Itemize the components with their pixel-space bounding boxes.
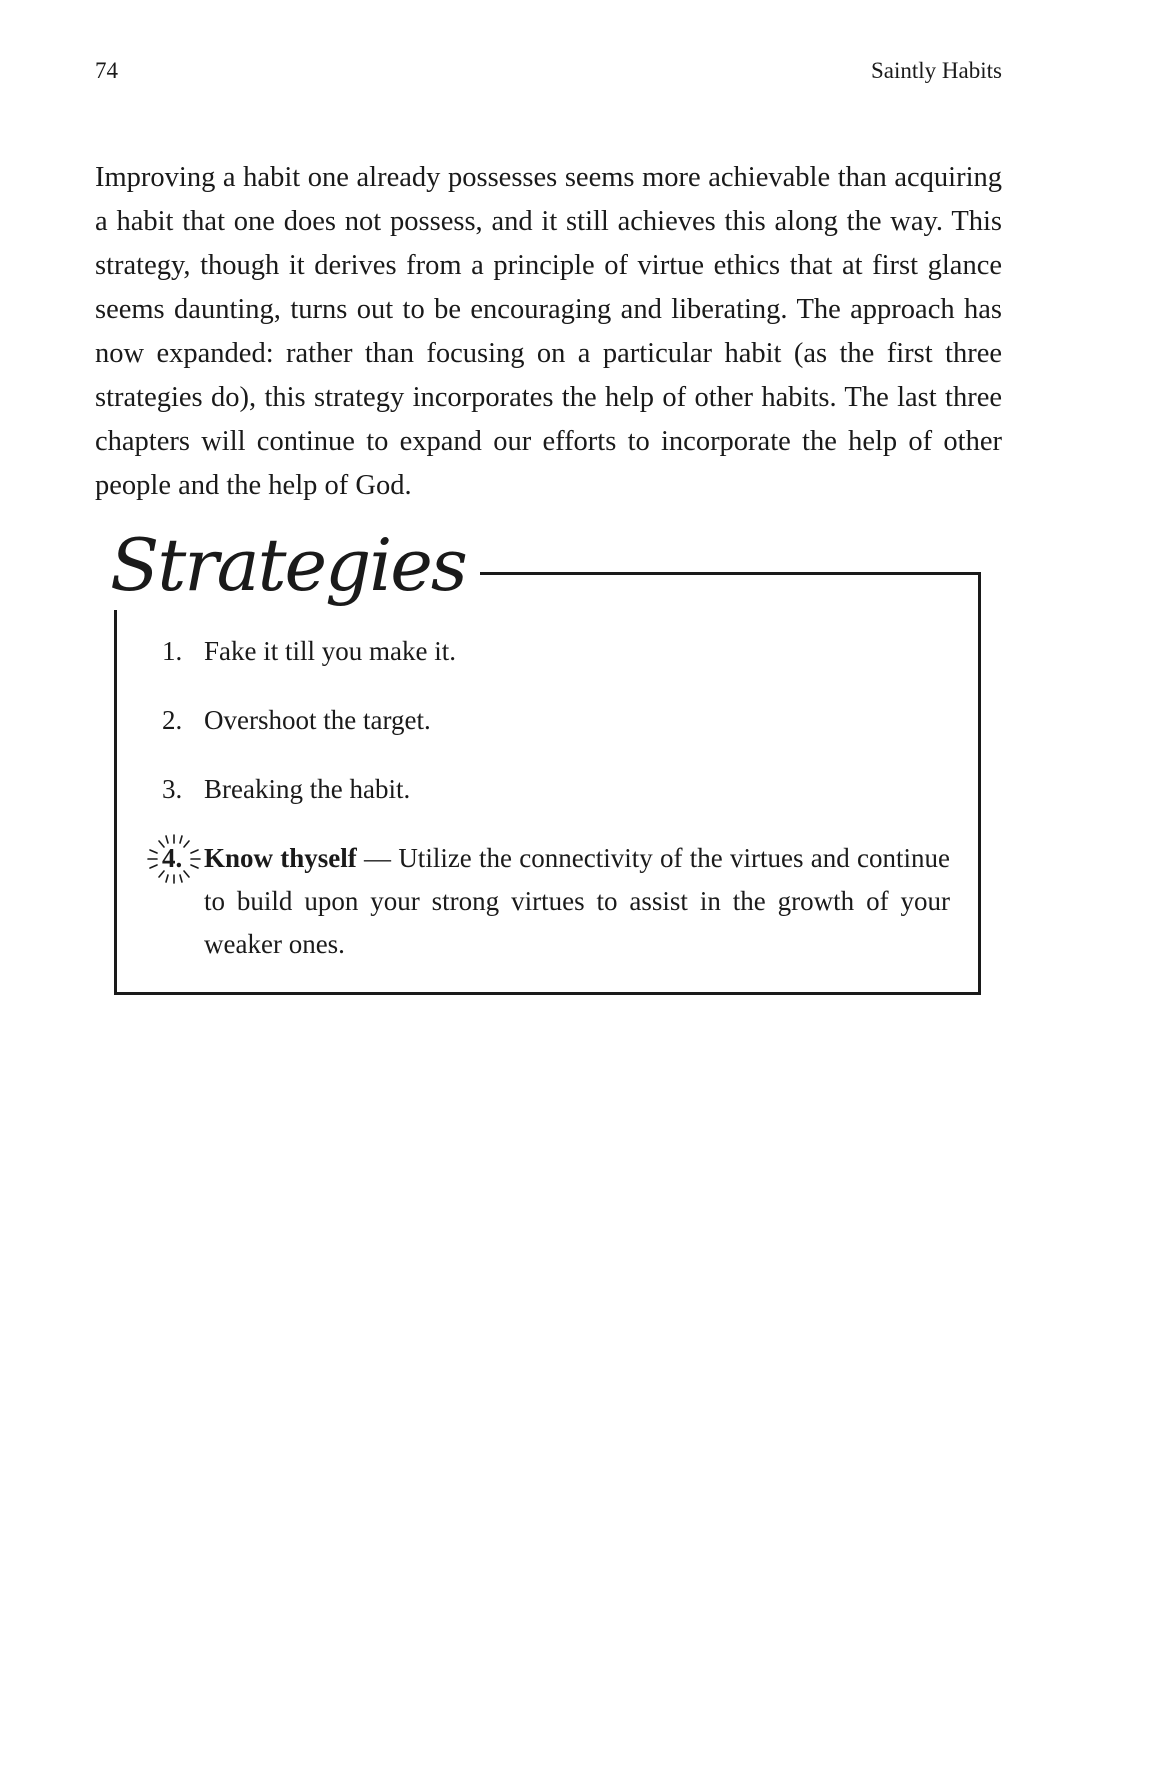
strategy-item-2 [150, 699, 950, 742]
strategy-item-1 [150, 630, 950, 673]
strategy-item-4 [150, 837, 950, 966]
body-paragraph: Improving a habit one already possesses seems more achievable than acquiring a habit that one does not possess, and it still achieves this along the way. This strategy, though it derives from a principle of virtue ethics that at first glance seems daunting, turns out to be encouraging and liberating. The approach has now expanded: rather than focusing on a particular habit (as the first three strategies do), this strategy incorporates the help of other habits. The last three chapters will continue to expand our efforts to incorporate the help of other people and the help of God. [95, 162, 1002, 501]
strategy-number: 3. [162, 774, 183, 804]
strategy-text: Overshoot the target. [204, 705, 431, 735]
strategy-number: 4. [162, 843, 183, 873]
strategies-box-top-rule [404, 572, 981, 575]
strategy-text [204, 837, 950, 966]
page-number: 74 [95, 58, 118, 83]
running-title: Saintly Habits [871, 58, 1002, 83]
strategy-number: 2. [162, 705, 183, 735]
strategies-heading: Strategies [110, 520, 480, 610]
strategy-item-3 [150, 768, 950, 811]
strategy-text: Breaking the habit. [204, 774, 411, 804]
strategy-text: Fake it till you make it. [204, 636, 456, 666]
strategy-separator: — [356, 843, 399, 873]
strategy-number: 1. [162, 636, 183, 666]
strategy-title: Know thyself [204, 843, 357, 873]
strategy-description: Utilize the connectivity of the virtues and continue to build upon your strong virtues to assist in the growth of your weaker ones. [204, 843, 950, 959]
strategies-list [150, 630, 950, 992]
